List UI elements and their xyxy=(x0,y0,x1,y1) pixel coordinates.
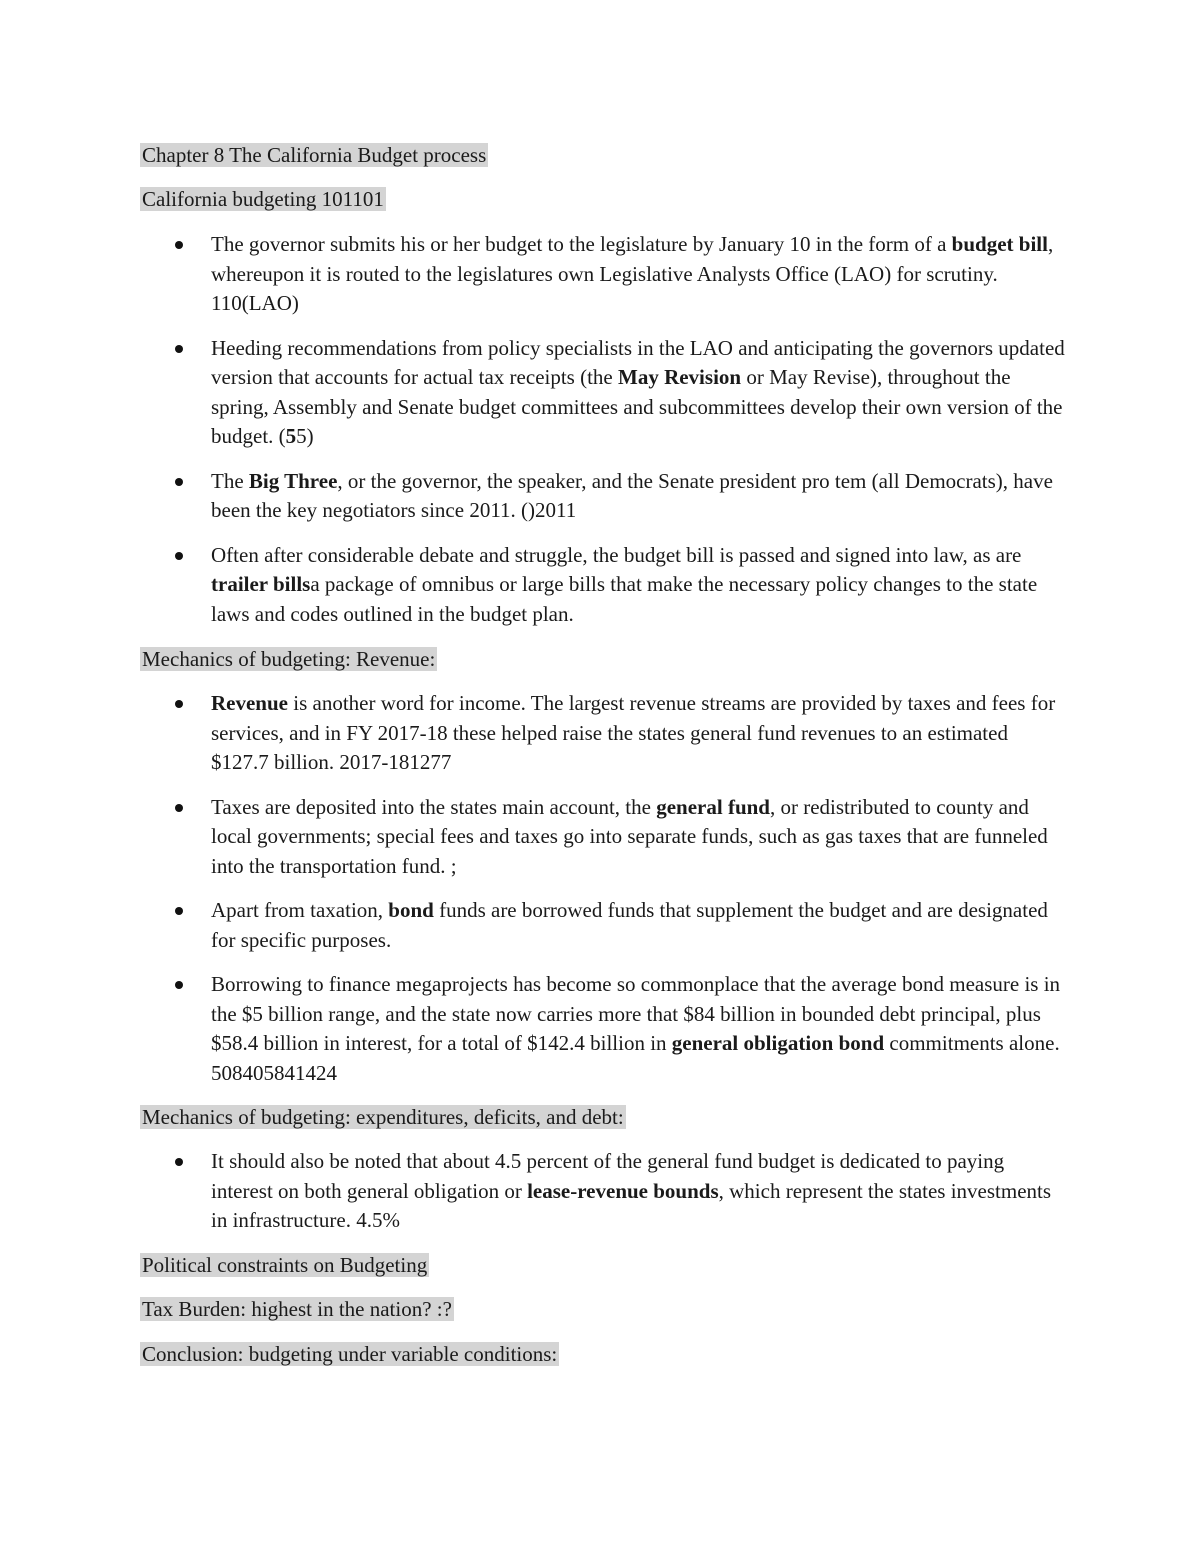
section-heading-text: Tax Burden: highest in the nation? :? xyxy=(142,1297,452,1321)
section-heading-conclusion xyxy=(140,1340,559,1369)
bullet-text: , or redistributed to county and local governments; special fees and taxes go into separate funds, such as gas taxes that are funneled into the transportation fund. ; xyxy=(211,794,1048,878)
bullet-icon xyxy=(175,804,183,812)
key-term: general obligation bond xyxy=(671,1031,885,1055)
bullet-text: The governor submits his or her budget to the legislature by January 10 in the form of a xyxy=(211,232,952,256)
key-term: Big Three xyxy=(248,468,338,493)
bullet-text: is another word for income. The largest revenue streams are provided by taxes and fees for services, and in FY 2017-18 these helped raise the states general fund revenues to an estimated $127.7 billion. 2017-181277 xyxy=(211,691,1056,774)
section-heading-political-constraints xyxy=(140,1251,429,1280)
key-term: bond xyxy=(388,898,434,922)
bullet-icon xyxy=(175,1158,183,1166)
bullet-icon xyxy=(175,241,183,249)
key-term: May Revision xyxy=(618,365,742,389)
bullet-text: commitments alone. 508405841424 xyxy=(211,1031,1060,1085)
section-heading-budgeting-101 xyxy=(140,185,386,214)
key-term: budget bill xyxy=(951,232,1048,256)
bullet-text: , whereupon it is routed to the legislatures own Legislative Analysts Office (LAO) for scrutiny. 110(LAO) xyxy=(211,232,1054,315)
key-term: lease-revenue bounds xyxy=(527,1178,719,1203)
list-item xyxy=(140,970,1070,1088)
section-heading-tax-burden xyxy=(140,1295,454,1324)
list-item xyxy=(140,230,1070,319)
bullet-list-expenditures xyxy=(140,1147,1070,1236)
bullet-icon xyxy=(175,478,183,486)
bullet-icon xyxy=(175,700,183,708)
bullet-text: or May Revise), throughout the spring, Assembly and Senate budget committees and subcommittees develop their own version of the budget. ( xyxy=(211,365,1063,448)
list-item xyxy=(140,793,1070,882)
bullet-icon xyxy=(175,907,183,915)
chapter-title-text: Chapter 8 The California Budget process xyxy=(142,143,487,167)
bullet-text: Heeding recommendations from policy specialists in the LAO and anticipating the governors updated version that accounts for actual tax receipts (the xyxy=(211,335,1065,389)
section-heading-text: Mechanics of budgeting: Revenue: xyxy=(142,647,436,671)
bullet-text: It should also be noted that about 4.5 percent of the general fund budget is dedicated to paying interest on both general obligation or xyxy=(211,1149,1005,1203)
section-heading-revenue xyxy=(140,645,437,674)
bullet-icon xyxy=(175,552,183,560)
bullet-list-budgeting-101 xyxy=(140,230,1070,629)
key-term: 5 xyxy=(285,424,297,448)
bullet-text: Often after considerable debate and struggle, the budget bill is passed and signed into law, as are xyxy=(211,542,1022,567)
section-heading-text: Conclusion: budgeting under variable conditions: xyxy=(142,1342,558,1366)
list-item xyxy=(140,541,1070,630)
bullet-text: The xyxy=(211,468,249,493)
key-term: general fund xyxy=(656,794,770,819)
bullet-text: , which represent the states investments in infrastructure. 4.5% xyxy=(211,1178,1052,1232)
section-heading-text: California budgeting 101101 xyxy=(142,187,384,211)
key-term: trailer bills xyxy=(211,572,311,596)
section-heading-text: Mechanics of budgeting: expenditures, deficits, and debt: xyxy=(142,1105,624,1129)
list-item xyxy=(140,896,1070,955)
list-item xyxy=(140,689,1070,778)
chapter-title xyxy=(140,141,488,170)
section-heading-expenditures xyxy=(140,1103,626,1132)
key-term: Revenue xyxy=(211,691,288,715)
bullet-text: funds are borrowed funds that supplement the budget and are designated for specific purposes. xyxy=(211,898,1048,952)
bullet-list-revenue xyxy=(140,689,1070,1088)
list-item xyxy=(140,334,1070,452)
bullet-text: 5) xyxy=(296,424,314,448)
bullet-text: , or the governor, the speaker, and the Senate president pro tem (all Democrats), have been the key negotiators since 2011. ()2011 xyxy=(211,468,1053,522)
bullet-text: Apart from taxation, xyxy=(211,898,389,922)
bullet-icon xyxy=(175,981,183,989)
section-heading-text: Political constraints on Budgeting xyxy=(142,1253,428,1277)
bullet-text: a package of omnibus or large bills that make the necessary policy changes to the state laws and codes outlined in the budget plan. xyxy=(211,572,1038,626)
bullet-text: Borrowing to finance megaprojects has become so commonplace that the average bond measure is in the $5 billion range, and the state now carries more that $84 billion in bounded debt principal, plus $58.4 billion in interest, for a total of $142.4 billion in xyxy=(211,972,1061,1055)
list-item xyxy=(140,467,1070,526)
list-item xyxy=(140,1147,1070,1236)
bullet-icon xyxy=(175,345,183,353)
bullet-text: Taxes are deposited into the states main account, the xyxy=(211,794,657,819)
